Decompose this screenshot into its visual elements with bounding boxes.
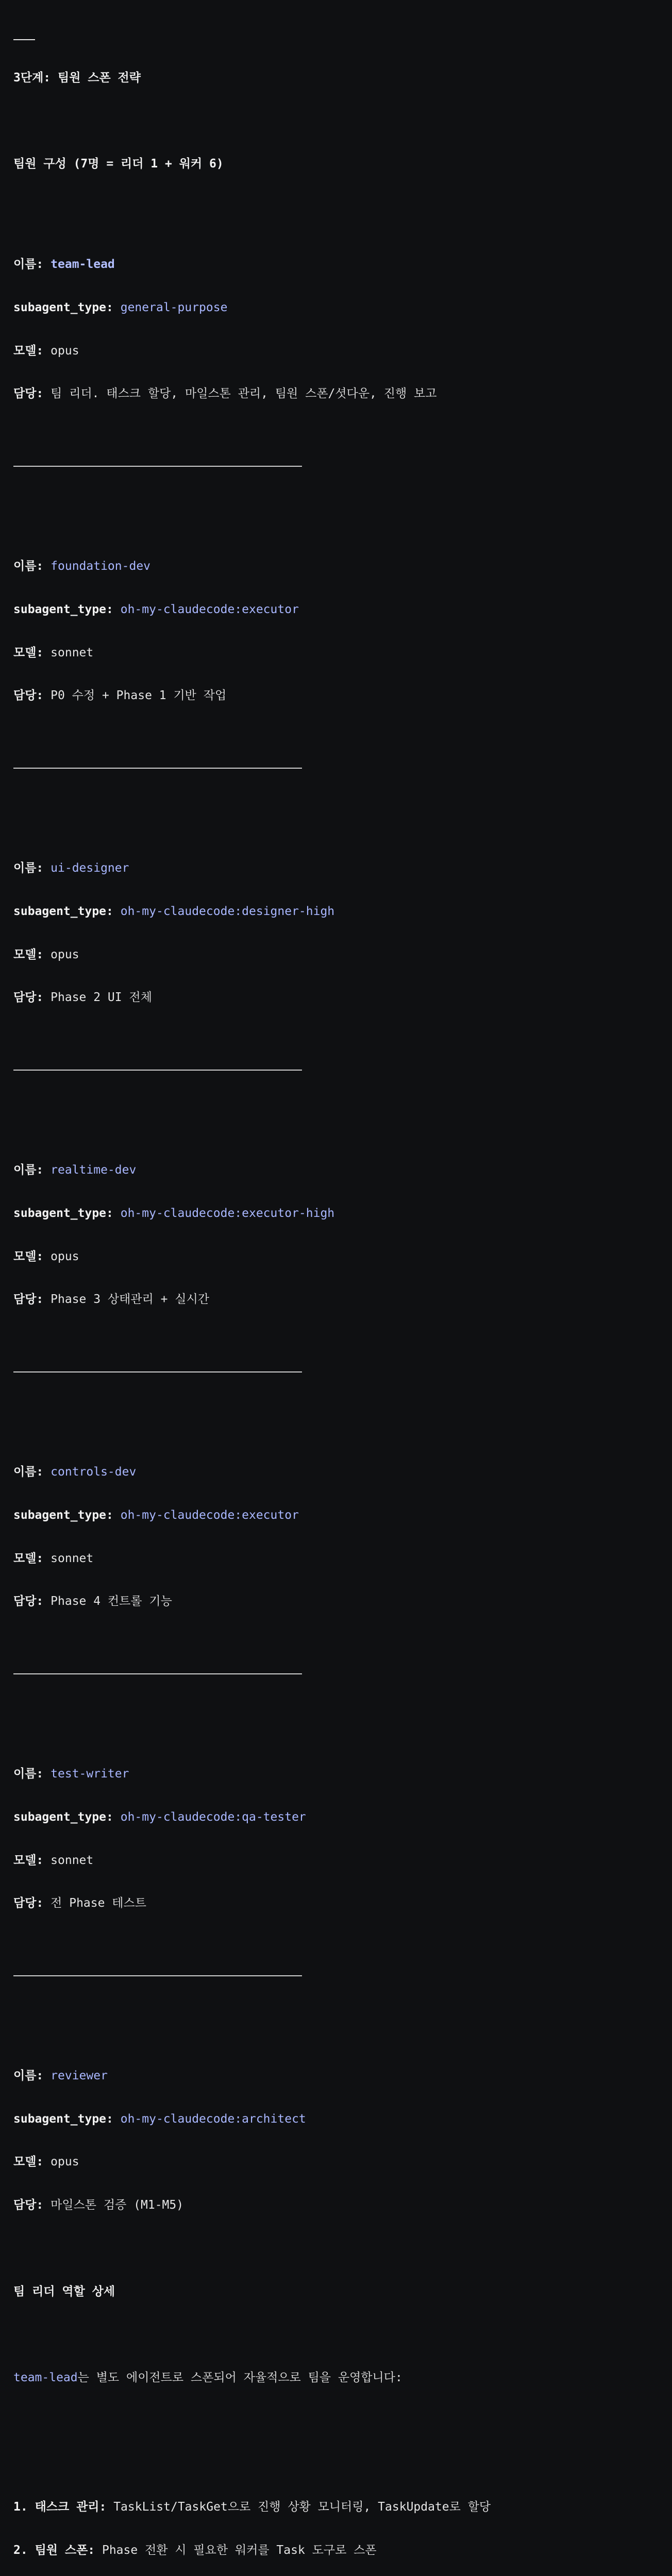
divider: [13, 761, 667, 775]
type-label: subagent_type:: [13, 1206, 113, 1220]
type-label: subagent_type:: [13, 904, 113, 918]
name-label: 이름:: [13, 1163, 44, 1177]
type-label: subagent_type:: [13, 301, 113, 315]
type-label: subagent_type:: [13, 1508, 113, 1522]
member-role: 마일스톤 검증 (M1-M5): [51, 2198, 184, 2212]
role-label: 담당:: [13, 991, 44, 1005]
role-label: 담당:: [13, 1896, 44, 1910]
model-label: 모델:: [13, 1853, 44, 1867]
member-name: realtime-dev: [51, 1163, 137, 1177]
name-label: 이름:: [13, 258, 44, 272]
member-name: reviewer: [51, 2069, 108, 2083]
member-role: P0 수정 + Phase 1 기반 작업: [51, 689, 227, 703]
model-label: 모델:: [13, 1249, 44, 1263]
member-card: [13, 531, 667, 733]
member-card: [13, 2040, 667, 2242]
name-label: 이름:: [13, 1767, 44, 1781]
leader-intro: team-lead는 별도 에이전트로 스폰되어 자율적으로 팀을 운영합니다:: [13, 2371, 402, 2385]
model-label: 모델:: [13, 646, 44, 659]
section-heading: 3단계: 팀원 스폰 전략: [13, 71, 141, 84]
model-label: 모델:: [13, 344, 44, 358]
role-label: 담당:: [13, 689, 44, 703]
name-label: 이름:: [13, 2069, 44, 2083]
divider: [13, 1365, 667, 1379]
role-label: 담당:: [13, 1595, 44, 1608]
leader-duties-list: [13, 2471, 667, 2576]
role-label: 담당:: [13, 387, 44, 401]
list-item: 2. 팀원 스폰: Phase 전환 시 필요한 워커를 Task 도구로 스폰: [13, 2543, 377, 2557]
name-label: 이름:: [13, 861, 44, 875]
member-card: [13, 833, 667, 1034]
divider: [13, 459, 667, 473]
member-model: sonnet: [51, 646, 94, 659]
member-model: opus: [51, 1249, 79, 1263]
member-role: 팀 리더. 태스크 할당, 마일스톤 관리, 팀원 스폰/셧다운, 진행 보고: [51, 387, 437, 401]
model-label: 모델:: [13, 1551, 44, 1565]
type-label: subagent_type:: [13, 2112, 113, 2126]
markdown-document: [13, 2, 667, 2576]
member-type: oh-my-claudecode:designer-high: [120, 904, 335, 918]
member-model: opus: [51, 2155, 79, 2169]
horizontal-rule: [13, 31, 667, 42]
member-card: [13, 229, 667, 431]
role-label: 담당:: [13, 1293, 44, 1307]
member-card: [13, 1436, 667, 1638]
role-label: 담당:: [13, 2198, 44, 2212]
model-label: 모델:: [13, 2155, 44, 2169]
member-name: controls-dev: [51, 1465, 137, 1479]
model-label: 모델:: [13, 947, 44, 961]
member-type: oh-my-claudecode:executor: [120, 603, 299, 617]
member-type: oh-my-claudecode:executor: [120, 1508, 299, 1522]
member-model: sonnet: [51, 1551, 94, 1565]
leader-detail-heading: 팀 리더 역할 상세: [13, 2284, 115, 2298]
list-item: 1. 태스크 관리: TaskList/TaskGet으로 진행 상황 모니터링, TaskUpdate로 할당: [13, 2500, 491, 2514]
member-model: opus: [51, 947, 79, 961]
team-composition: 팀원 구성 (7명 = 리더 1 + 워커 6): [13, 157, 224, 171]
member-role: Phase 4 컨트롤 기능: [51, 1595, 172, 1608]
member-role: 전 Phase 테스트: [51, 1896, 146, 1910]
type-label: subagent_type:: [13, 603, 113, 617]
agent-name: team-lead: [13, 2371, 78, 2385]
member-type: general-purpose: [120, 301, 228, 315]
divider: [13, 1969, 667, 1983]
member-name: ui-designer: [51, 861, 129, 875]
member-model: opus: [51, 344, 79, 358]
member-role: Phase 2 UI 전체: [51, 991, 152, 1005]
member-name: team-lead: [51, 258, 115, 272]
member-model: sonnet: [51, 1853, 94, 1867]
member-type: oh-my-claudecode:qa-tester: [120, 1810, 306, 1824]
member-card: [13, 1738, 667, 1940]
member-card: [13, 1134, 667, 1336]
member-type: oh-my-claudecode:architect: [120, 2112, 306, 2126]
type-label: subagent_type:: [13, 1810, 113, 1824]
divider: [13, 1063, 667, 1077]
member-name: test-writer: [51, 1767, 129, 1781]
name-label: 이름:: [13, 1465, 44, 1479]
name-label: 이름:: [13, 560, 44, 573]
divider: [13, 1667, 667, 1681]
member-name: foundation-dev: [51, 560, 151, 573]
member-type: oh-my-claudecode:executor-high: [120, 1206, 335, 1220]
member-role: Phase 3 상태관리 + 실시간: [51, 1293, 210, 1307]
